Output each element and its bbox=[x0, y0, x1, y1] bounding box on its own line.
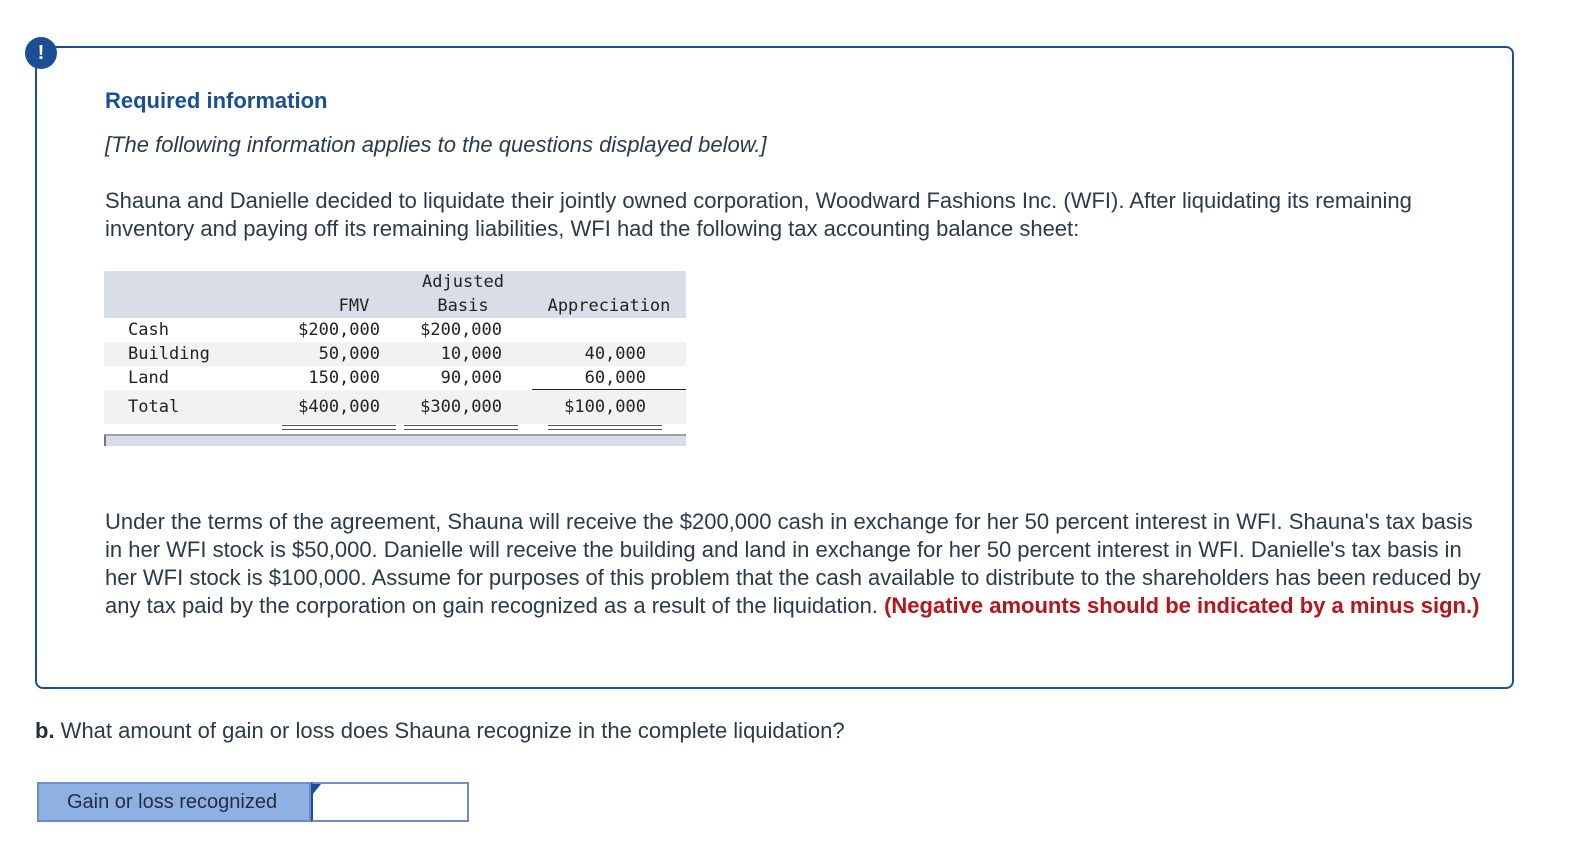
negative-amount-note: (Negative amounts should be indicated by a minus sign.) bbox=[884, 593, 1480, 618]
header-fmv: FMV bbox=[338, 296, 370, 316]
alert-icon: ! bbox=[25, 37, 57, 69]
row-label: Land bbox=[128, 368, 169, 388]
balance-sheet-header bbox=[104, 271, 686, 318]
row-fmv: 50,000 bbox=[318, 344, 380, 364]
total-fmv: $400,000 bbox=[298, 390, 380, 424]
row-label: Cash bbox=[128, 320, 169, 340]
header-appreciation: Appreciation bbox=[547, 296, 671, 316]
total-basis: $300,000 bbox=[420, 390, 502, 424]
total-appreciation: $100,000 bbox=[564, 390, 646, 424]
info-subtitle: [The following information applies to the questions displayed below.] bbox=[105, 132, 767, 157]
row-fmv: 150,000 bbox=[308, 366, 380, 391]
paragraph-2-text: Under the terms of the agreement, Shauna will receive the $200,000 cash in exchange for her 50 percent interest in WFI. Shauna's tax basis in her WFI stock is $50,000. Danielle will receive the building and land in exchange for her 50 percent interest in WFI. Danielle's tax basis in her WFI stock is $100,000. Assume for purposes of this problem that the cash available to distribute to the shareholders has been reduced by any tax paid by the corporation on gain recognized as a result of the liquidation. bbox=[105, 509, 1481, 618]
problem-paragraph-2 bbox=[105, 508, 1485, 620]
answer-row bbox=[37, 782, 469, 822]
row-basis: 90,000 bbox=[441, 366, 502, 391]
table-footer-bar bbox=[104, 434, 686, 446]
total-label: Total bbox=[128, 397, 180, 417]
problem-paragraph-1: Shauna and Danielle decided to liquidate their jointly owned corporation, Woodward Fashions Inc. (WFI). After liquidating its remaining inventory and paying off its remaining liabilities, WFI had the following tax accounting balance sheet: bbox=[105, 188, 1412, 241]
question-prefix: b. bbox=[35, 718, 55, 743]
required-information-panel bbox=[35, 46, 1514, 689]
row-basis: 10,000 bbox=[440, 344, 502, 364]
table-row bbox=[104, 342, 686, 366]
row-basis: $200,000 bbox=[420, 320, 502, 340]
row-appreciation: 60,000 bbox=[584, 368, 646, 388]
appreciation-underline bbox=[532, 389, 686, 390]
row-label: Building bbox=[128, 344, 210, 364]
answer-input-wrapper bbox=[311, 782, 469, 822]
input-corner-icon bbox=[313, 784, 321, 794]
answer-label: Gain or loss recognized bbox=[37, 782, 311, 822]
balance-sheet-table bbox=[104, 271, 686, 446]
question-text: What amount of gain or loss does Shauna recognize in the complete liquidation? bbox=[54, 718, 845, 743]
header-basis: Basis bbox=[437, 296, 489, 316]
info-title: Required information bbox=[105, 88, 328, 113]
gain-loss-input[interactable] bbox=[311, 782, 469, 822]
row-fmv: $200,000 bbox=[298, 320, 380, 340]
header-adjusted: Adjusted bbox=[422, 272, 504, 292]
table-row bbox=[104, 366, 686, 390]
question-b bbox=[35, 718, 845, 744]
row-appreciation: 40,000 bbox=[584, 344, 646, 364]
table-row bbox=[104, 318, 686, 342]
table-row-total bbox=[104, 390, 686, 424]
